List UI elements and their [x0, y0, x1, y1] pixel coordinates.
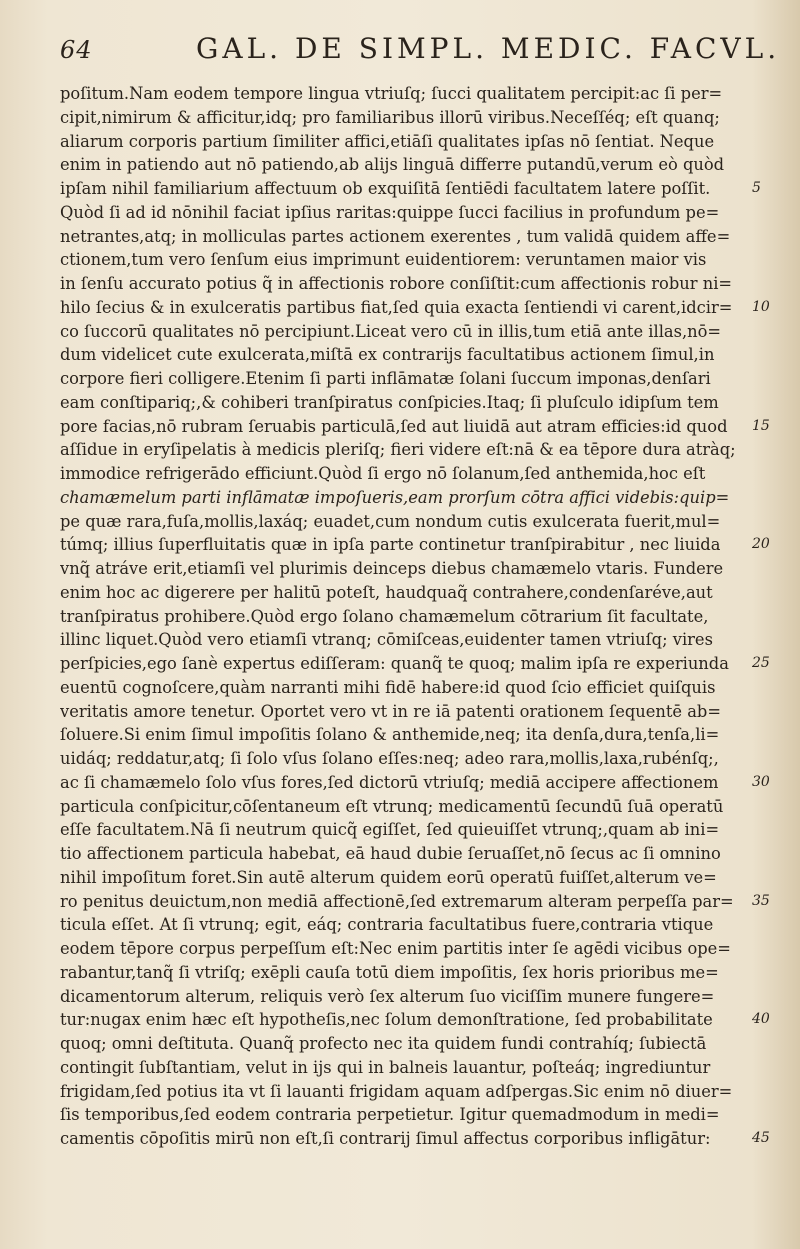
page-number: 64 [60, 36, 93, 64]
text-line: immodice refrigerādo efficiunt.Quòd ſi ergo nō ſolanum,ſed anthemida,hoc eſt [60, 464, 706, 483]
margin-line-number: 5 [752, 180, 761, 196]
text-line: ctionem,tum vero ſenſum eius imprimunt euidentiorem: veruntamen maior vis [60, 250, 707, 270]
margin-line-number: 25 [752, 655, 770, 671]
text-line: eam conſtipariq;,& cohiberi tranſpiratus conſpicies.Itaq; ſi pluſculo idipſum tem [60, 392, 719, 412]
text-line: contingit ſubſtantiam, velut in ijs qui in balneis lauantur, poſteáq; ingrediuntur [60, 1057, 711, 1077]
text-line: chamæmelum parti inflāmatæ impoſueris,eam prorſum cōtra affici videbis:quip= [60, 487, 730, 507]
text-line: illinc liquet.Quòd vero etiamſi vtranq; cōmiſceas,euidenter tamen vtriuſq; vires [60, 630, 713, 650]
text-line: hilo ſecius & in exulceratis partibus fiat,ſed quia exacta ſentiendi vi carent,idcir= [60, 297, 733, 317]
text-line: enim hoc ac digerere per halitū poteſt, haudquaq̃ contrahere,condenſaréve,aut [60, 582, 713, 602]
body-text [60, 82, 740, 1151]
margin-line-number: 45 [752, 1130, 770, 1146]
text-line: euentū cognoſcere,quàm narranti mihi fidē habere:id quod ſcio efficiet quiſquis [60, 677, 716, 697]
text-line: tur:nugax enim hæc eſt hypotheſis,nec ſolum demonſtratione, ſed probabilitate [60, 1010, 713, 1030]
text-line: aſſidue in eryſipelatis à medicis pleriſq; fieri videre eſt:nā & ea tēpore dura atràq; [60, 440, 736, 460]
text-line: ro penitus deuictum,non mediā affectionē,ſed extremarum alteram perpeſſa par= [60, 891, 734, 911]
text-line: uidáq; reddatur,atq; ſi ſolo vſus ſolano eſſes:neq; adeo rara,mollis,laxa,rubénſq;, [60, 749, 719, 768]
text-line: Quòd ſi ad id nōnihil faciat ipſius raritas:quippe ſucci facilius in profundum pe= [60, 202, 720, 222]
margin-line-number: 30 [752, 773, 770, 790]
text-line: veritatis amore tenetur. Oportet vero vt in re iā patenti orationem ſequentē ab= [60, 701, 721, 721]
text-line: pe quæ rara,fuſa,mollis,laxáq; euadet,cum nondum cutis exulcerata fuerit,mul= [60, 511, 721, 531]
text-line: netrantes,atq; in molliculas partes actionem exerentes , tum validā quidem affe= [60, 226, 731, 246]
text-line: in ſenſu accurato potius q̃ in affectionis robore conſiſtit:cum affectionis robur ni= [60, 274, 733, 293]
text-line: dicamentorum alterum, reliquis verò ſex alterum ſuo viciſſim munere fungere= [60, 986, 715, 1006]
text-line: corpore fieri colligere.Etenim ſi parti inflāmatæ ſolani ſuccum imponas,denſari [60, 369, 711, 388]
text-line: ſoluere.Si enim ſimul impoſitis ſolano & anthemide,neq; ita denſa,dura,tenſa,li= [60, 725, 720, 745]
text-line: cipit,nimirum & afficitur,idq; pro familiaribus illorū viribus.Neceſſéq; eſt quanq; [60, 107, 720, 127]
text-line: vnq̃ atráve erit,etiamſi vel plurimis deinceps diebus chamæmelo vtaris. Fundere [60, 559, 724, 578]
text-line: túmq; illius ſuperfluitatis quæ in ipſa parte continetur tranſpirabitur , nec liuida [60, 535, 721, 555]
text-line: particula conſpicitur,cōſentaneum eſt vtrunq; medicamentū ſecundū ſuā operatū [60, 796, 724, 816]
text-line: co ſuccorū qualitates nō percipiunt.Liceat vero cū in illis,tum etiā ante illas,nō= [60, 321, 722, 341]
text-line: perſpicies,ego ſanè expertus ediſſeram: quanq̃ te quoq; malim ipſa re experiunda [60, 654, 729, 673]
text-line: eodem tēpore corpus perpeſſum eſt:Nec enim partitis inter ſe agēdi vicibus ope= [60, 939, 731, 958]
text-line: eſſe facultatem.Nā ſi neutrum quicq̃ egiſſet, ſed quieuiſſet vtrunq;,quam ab ini= [60, 820, 720, 840]
text-line: frigidam,ſed potius ita vt ſi lauanti frigidam aquam adſpergas.Sic enim nō diuer= [60, 1081, 733, 1101]
text-line: quoq; omni deſtituta. Quanq̃ profecto nec ita quidem fundi contrahíq; ſubiectā [60, 1034, 707, 1053]
text-line: ſis temporibus,ſed eodem contraria perpetietur. Igitur quemadmodum in medi= [60, 1105, 720, 1125]
text-line: aliarum corporis partium ſimiliter affici,etiāſi qualitates ipſas nō ſentiat. Neque [60, 131, 715, 151]
text-line: poſitum.Nam eodem tempore lingua vtriuſq; ſucci qualitatem percipit:ac ſi per= [60, 84, 723, 103]
margin-line-number: 35 [752, 892, 770, 909]
text-line: nihil impoſitum foret.Sin autē alterum quidem eorū operatū fuiſſet,alterum ve= [60, 867, 717, 887]
text-line: rabantur,tanq̃ ſi vtriſq; exēpli cauſa totū diem impoſitis, ſex horis prioribus me= [60, 962, 719, 982]
text-line: enim in patiendo aut nō patiendo,ab alijs linguā differre putandū,verum eò quòd [60, 155, 725, 175]
text-line: tranſpiratus prohibere.Quòd ergo ſolano chamæmelum cōtrarium ſit facultate, [60, 606, 709, 626]
text-line: ticula eſſet. At ſi vtrunq; egit, eáq; contraria facultatibus fuere,contraria vtique [60, 915, 714, 935]
margin-line-number: 20 [752, 536, 770, 553]
text-line: dum videlicet cute exulcerata,miſtā ex contrarijs facultatibus actionem ſimul,in [60, 345, 715, 365]
margin-line-number: 40 [752, 1011, 770, 1028]
text-line: camentis cōpoſitis mirū non eſt,ſi contrarij ſimul affectus corporibus infligātur: [60, 1129, 711, 1148]
text-line: ac ſi chamæmelo ſolo vſus fores,ſed dictorū vtriuſq; mediā accipere affectionem [60, 772, 719, 792]
margin-line-number: 10 [752, 298, 770, 315]
text-line: ipſam nihil familiarium affectuum ob exquiſitā ſentiēdi facultatem latere poſſit. [60, 179, 711, 198]
text-line: pore facias,nō rubram ſeruabis particulā,ſed aut liuidā aut atram efficies:id quod [60, 416, 728, 436]
text-line: tio affectionem particula habebat, eā haud dubie ſeruaſſet,nō ſecus ac ſi omnino [60, 844, 721, 863]
running-head: GAL. DE SIMPL. MEDIC. FACVL. [196, 32, 781, 65]
margin-line-number: 15 [752, 417, 770, 434]
